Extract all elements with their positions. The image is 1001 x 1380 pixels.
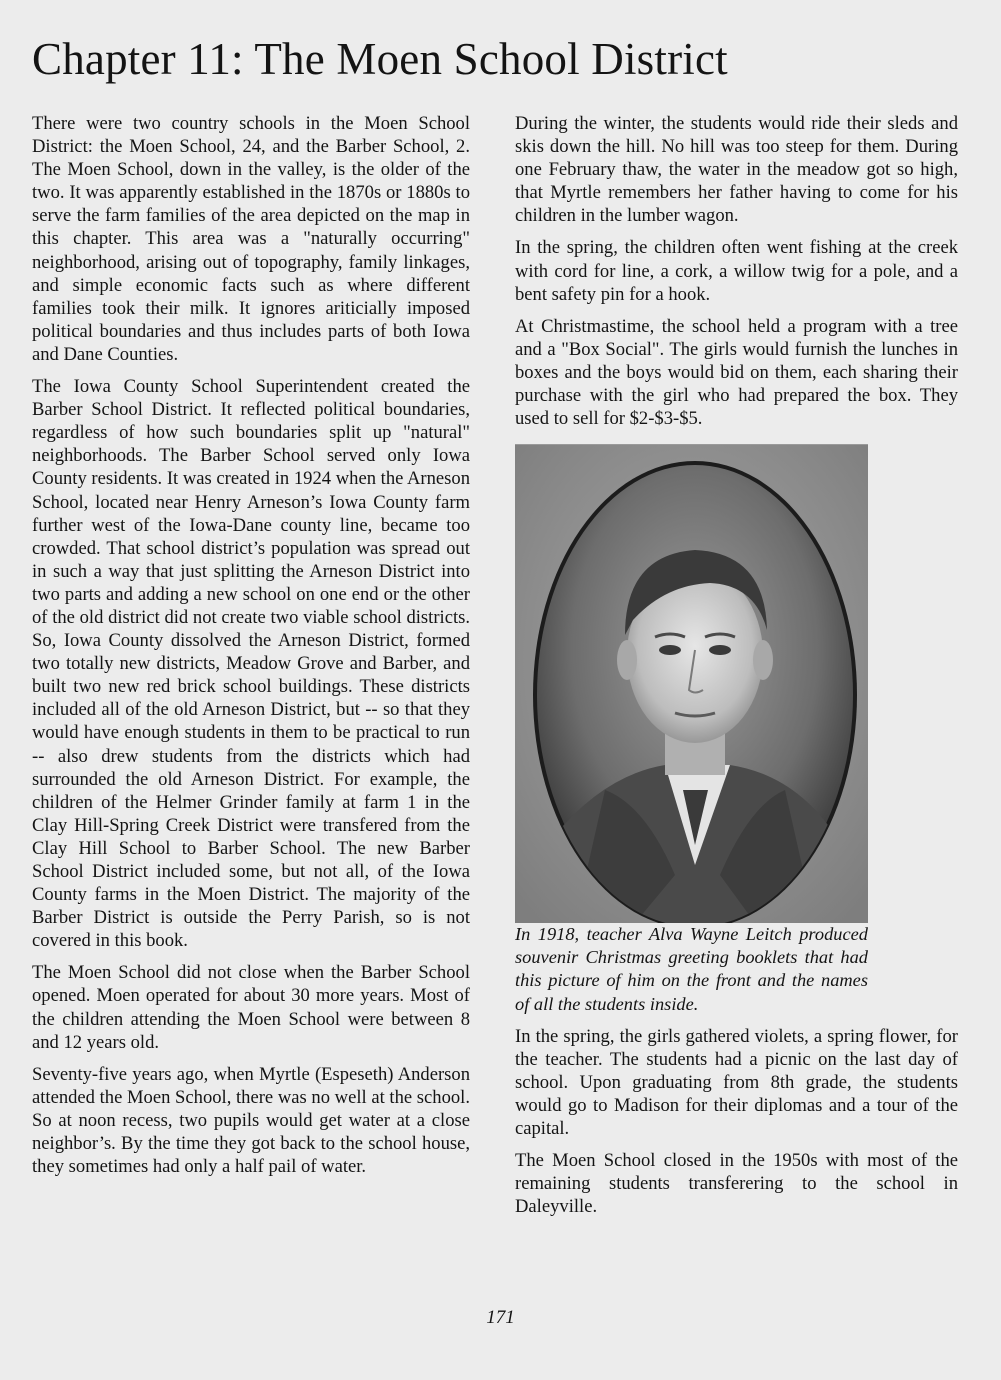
right-column bbox=[515, 112, 958, 1227]
photo-caption: In 1918, teacher Alva Wayne Leitch produced souvenir Christmas greeting booklets that had this picture of him on the front and the names of all the students inside. bbox=[515, 924, 868, 1014]
paragraph-spring-fishing: In the spring, the children often went fishing at the creek with cord for line, a cork, a willow twig for a pole, and a bent safety pin for a hook. bbox=[515, 237, 958, 305]
paragraph-water-recess: Seventy-five years ago, when Myrtle (Espeseth) Anderson attended the Moen School, there was no well at the school. So at noon recess, two pupils would get water at a close neighbor’s. By the time they got back to the school house, they sometimes had only a half pail of water. bbox=[32, 1063, 470, 1178]
left-column bbox=[32, 112, 470, 1187]
paragraph-violets: In the spring, the girls gathered violets, a spring flower, for the teacher. The students had a picnic on the last day of school. Upon graduating from 8th grade, the students would go to Madison for their diplomas and a tour of the capital. bbox=[515, 1025, 958, 1139]
paragraph-barber-district: The Iowa County School Superintendent created the Barber School District. It reflected political boundaries, regardless of how such boundaries split up "natural" neighborhoods. The Barber School served only Iowa County residents. It was created in 1924 when the Arneson School, located near Henry Arneson’s Iowa County farm further west of the Iowa-Dane county line, became too crowded. That school district’s population was spread out in such a way that just splitting the Arneson District into two parts and adding a new school on one end or the other of the old district did not create two viable school districts. So, Iowa County dissolved the Arneson District, formed two totally new districts, Meadow Grove and Barber, and built two new red brick school buildings. These districts included all of the old Arneson District, but -- so that they would have enough students in them to be practical to run -- also drew students from the districts which had surrounded the old Arneson District. For example, the children of the Helmer Grinder family at farm 1 in the Clay Hill-Spring Creek District were transfered from the Clay Hill School to Barber School. The new Barber School District included some, but not all, of the Iowa County farms in the Moen District. The majority of the Barber District is outside the Perry Parish, so is not covered in this book. bbox=[32, 376, 470, 952]
paragraph-moen-operation: The Moen School did not close when the Barber School opened. Moen operated for about 30 more years. Most of the children attending the Moen School were between 8 and 12 years old. bbox=[32, 962, 470, 1053]
teacher-portrait-photo bbox=[515, 444, 868, 923]
page-number: 171 bbox=[486, 1307, 515, 1328]
paragraph-winter: During the winter, the students would ride their sleds and skis down the hill. No hill was too steep for them. During one February thaw, the water in the meadow got so high, that Myrtle remembers her father having to come for his children in the lumber wagon. bbox=[515, 113, 958, 227]
chapter-title: Chapter 11: The Moen School District bbox=[32, 34, 728, 84]
portrait-illustration bbox=[515, 445, 868, 923]
paragraph-school-closed: The Moen School closed in the 1950s with most of the remaining students transferering to the school in Daleyville. bbox=[515, 1150, 958, 1218]
paragraph-christmas: At Christmastime, the school held a program with a tree and a "Box Social". The girls would furnish the lunches in boxes and the boys would bid on them, each sharing their purchase with the girl who had prepared the box. They used to sell for $2-$3-$5. bbox=[515, 315, 958, 430]
paragraph-schools-intro: There were two country schools in the Moen School District: the Moen School, 24, and the Barber School, 2. The Moen School, down in the valley, is the older of the two. It was apparently established in the 1870s or 1880s to serve the farm families of the area depicted on the map in this chapter. This area was a "naturally occurring" neighborhood, arising out of topography, family linkages, and simple economic facts such as where different families took their milk. It ignores ariticially imposed political boundaries and thus includes parts of both Iowa and Dane Counties. bbox=[32, 113, 470, 365]
